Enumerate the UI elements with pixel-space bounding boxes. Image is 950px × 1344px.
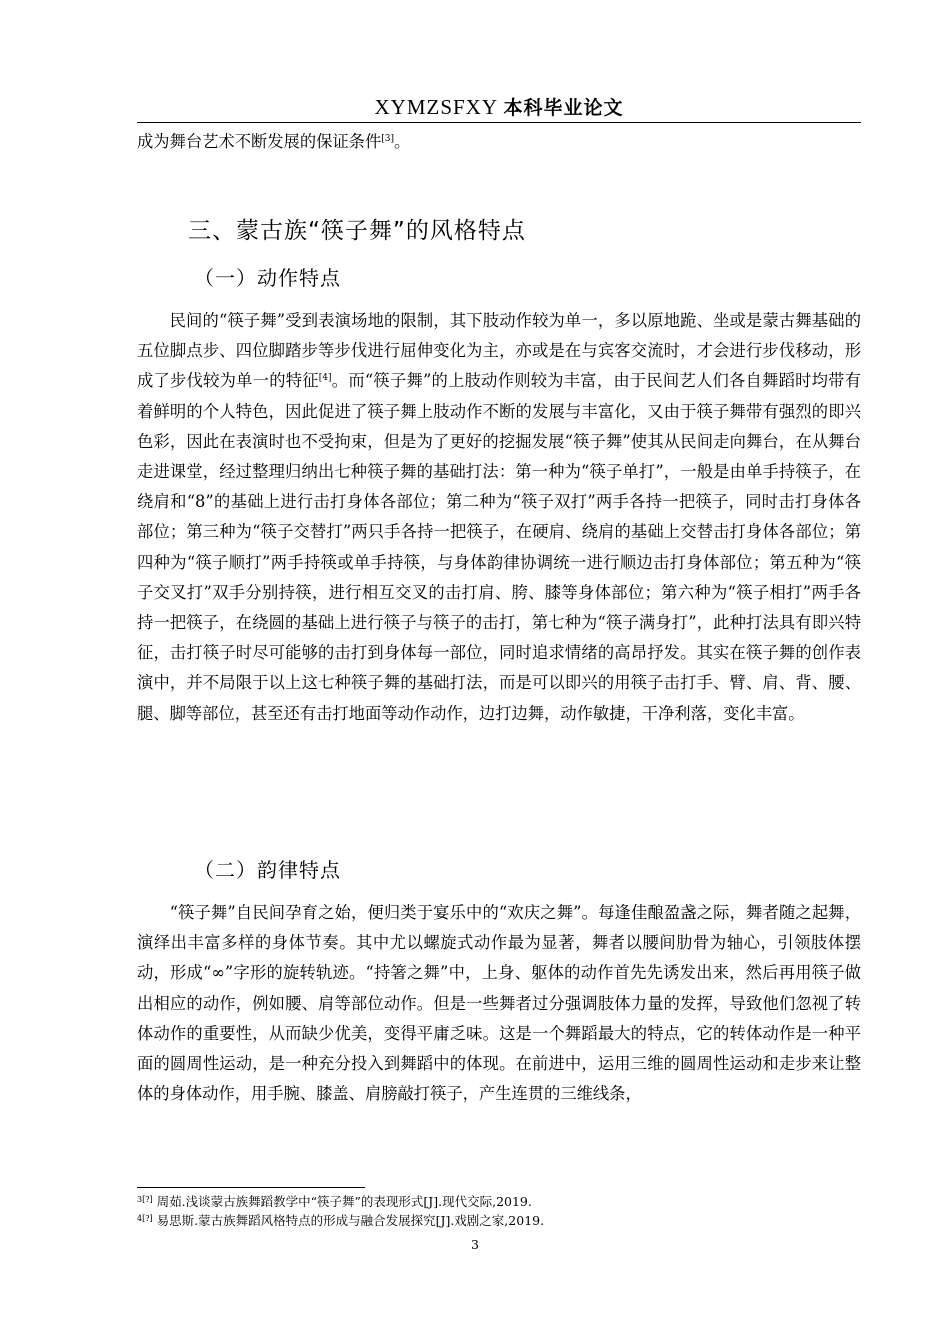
paragraph-rhythm: “筷子舞”自民间孕育之始，便归类于宴乐中的“欢庆之舞”。每逢佳酿盈盏之际，舞者随之起舞，演绎出丰富多样的身体节奏。其中尤以螺旋式动作最为显著，舞者以腰间肋骨为轴心，引领肢体摆动，形成“∞”字形的旋转轨迹。“持箸之舞”中，上身、躯体的动作首先先诱发出来，然后再用筷子做出相应的动作，例如腰、肩等部位动作。但是一些舞者过分强调肢体力量的发挥，导致他们忽视了转体动作的重要性，从而缺少优美，变得平庸乏味。这是一个舞蹈最大的特点，它的转体动作是一种平面的圆周性运动，是一种充分投入到舞蹈中的体现。在前进中，运用三维的圆周性运动和走步来让整体的身体动作，用手腕、膝盖、肩膀敲打筷子，产生连贯的三维线条，: [137, 903, 861, 1104]
footnote-4: [137, 1211, 544, 1230]
subsection-heading-1: （一）动作特点: [194, 266, 341, 290]
footnote-4-mark: 4[?]: [137, 1213, 153, 1223]
continuation-text: 成为舞台艺术不断发展的保证条件: [137, 132, 382, 151]
page-number: 3: [471, 1237, 479, 1252]
header-rule: [137, 122, 861, 123]
footnote-rule: [137, 1187, 365, 1188]
paragraph-movement: [137, 306, 861, 729]
header-chinese: 本科毕业论文: [503, 97, 624, 119]
paragraph-movement-part1: 民间的“筷子舞”受到表演场地的限制，其下肢动作较为单一，多以原地跪、坐或是蒙古舞基础的五位脚点步、四位脚踏步等步伐进行屈伸变化为主，亦或是在与宾客交流时，才会进行步伐移动，形成了步伐较为单一的特征: [137, 311, 861, 391]
footnote-3: [137, 1192, 544, 1211]
page-header: [137, 93, 861, 120]
continuation-line: [137, 127, 861, 157]
footnote-3-mark: 3[?]: [137, 1195, 153, 1204]
header-latin: XYMZSFXY: [374, 95, 504, 119]
citation-3[interactable]: [3]: [381, 134, 394, 144]
footnote-4-text: 易思斯.蒙古族舞蹈风格特点的形成与融合发展探究[J].戏剧之家,2019.: [152, 1212, 545, 1228]
citation-4[interactable]: [4]: [318, 373, 332, 384]
subsection-heading-2: （二）韵律特点: [194, 858, 341, 882]
footnotes: [137, 1192, 544, 1229]
continuation-end: 。: [393, 132, 411, 151]
paragraph-movement-part2: 。而“筷子舞”的上肢动作则较为丰富，由于民间艺人们各自舞蹈时均带有着鲜明的个人特色，因此促进了筷子舞上肢动作不断的发展与丰富化，又由于筷子舞带有强烈的即兴色彩，因此在表演时也不受拘束，但是为了更好的挖掘发展“筷子舞”使其从民间走向舞台，在从舞台走进课堂，经过整理归纳出七种筷子舞的基础打法：第一种为“筷子单打”，一般是由单手持筷子，在绕肩和“8”的基础上进行击打身体各部位；第二种为“筷子双打”两手各持一把筷子，同时击打身体各部位；第三种为“筷子交替打”两只手各持一把筷子，在硬肩、绕肩的基础上交替击打身体各部位；第四种为“筷子顺打”两手持筷或单手持筷，与身体韵律协调统一进行顺边击打身体部位；第五种为“筷子交叉打”双手分别持筷，进行相互交叉的击打肩、胯、膝等身体部位；第六种为“筷子相打”两手各持一把筷子，在绕圆的基础上进行筷子与筷子的击打，第七种为“筷子满身打”，此种打法具有即兴特征，击打筷子时尽可能够的击打到身体每一部位，同时追求情绪的高昂抒发。其实在筷子舞的创作表演中，并不局限于以上这七种筷子舞的基础打法，而是可以即兴的用筷子击打手、臂、肩、背、腰、腿、脚等部位，甚至还有击打地面等动作动作，边打边舞，动作敏捷，干净利落，变化丰富。: [137, 371, 861, 723]
section-heading: 三、蒙古族“筷子舞”的风格特点: [188, 218, 526, 244]
footnote-3-text: 周茹.浅谈蒙古族舞蹈教学中“筷子舞”的表现形式[J].现代交际,2019.: [152, 1194, 532, 1209]
